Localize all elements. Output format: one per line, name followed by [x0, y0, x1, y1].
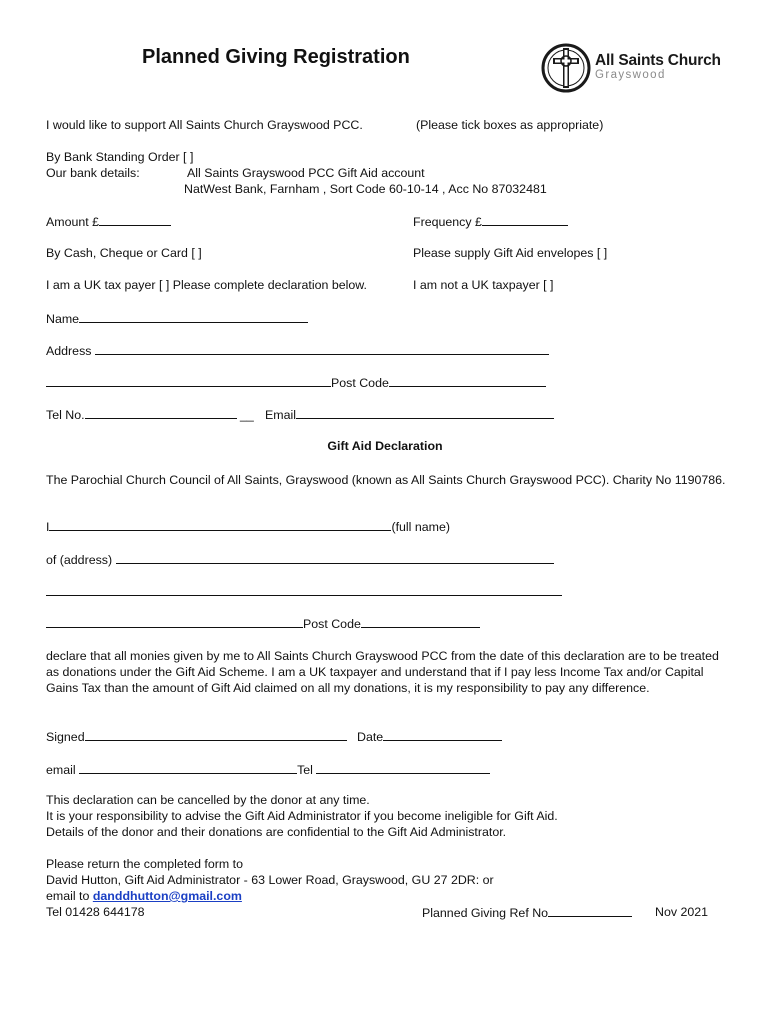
signed-field[interactable] — [46, 729, 347, 745]
tel-suffix: __ — [240, 408, 254, 422]
form-date: Nov 2021 — [655, 905, 709, 919]
tel-field[interactable] — [46, 407, 254, 423]
full-name-label: (full name) — [391, 520, 450, 534]
full-name-field[interactable] — [46, 519, 450, 535]
logo-place-name: Grayswood — [595, 69, 666, 81]
return-tel: Tel 01428 644178 — [46, 905, 145, 919]
intro-note: (Please tick boxes as appropriate) — [416, 118, 604, 132]
planned-giving-ref-field[interactable] — [422, 905, 632, 921]
date-line[interactable] — [383, 729, 502, 741]
not-uk-tax-payer-option[interactable]: I am not a UK taxpayer [ ] — [413, 278, 554, 292]
full-name-line[interactable] — [49, 519, 391, 531]
address-field[interactable] — [46, 343, 549, 359]
bank-details: NatWest Bank, Farnham , Sort Code 60-10-14 , Acc No 87032481 — [184, 182, 547, 196]
return-instruction: Please return the completed form to — [46, 857, 243, 871]
address-line-2[interactable] — [46, 375, 331, 387]
tel-line[interactable] — [85, 407, 237, 419]
pcc-statement: The Parochial Church Council of All Saints, Grayswood (known as All Saints Church Grayswood PCC). Charity No 1190786. — [46, 473, 726, 487]
cancel-note-1: This declaration can be cancelled by the donor at any time. — [46, 793, 370, 807]
amount-line[interactable] — [99, 214, 171, 226]
address-label: Address — [46, 344, 92, 358]
frequency-line[interactable] — [482, 214, 568, 226]
name-line[interactable] — [79, 311, 308, 323]
name-label: Name — [46, 312, 80, 326]
standing-order-option[interactable]: By Bank Standing Order [ ] — [46, 150, 194, 164]
declaration-postcode-field[interactable] — [46, 616, 480, 632]
ref-line[interactable] — [548, 905, 632, 917]
ref-label: Planned Giving Ref No — [422, 906, 549, 920]
uk-tax-payer-option[interactable]: I am a UK tax payer [ ] Please complete declaration below. — [46, 278, 367, 292]
cancel-note-2: It is your responsibility to advise the Gift Aid Administrator if you become ineligible for Gift Aid. — [46, 809, 558, 823]
declaration-address-field[interactable] — [46, 552, 554, 568]
amount-field[interactable] — [46, 214, 171, 230]
bank-details-label: Our bank details: — [46, 166, 140, 180]
declaration-tel-label: Tel — [297, 763, 313, 777]
signature-line[interactable] — [85, 729, 347, 741]
declaration-postcode-line[interactable] — [361, 616, 480, 628]
postcode-label: Post Code — [331, 376, 389, 390]
gift-aid-envelopes-option[interactable]: Please supply Gift Aid envelopes [ ] — [413, 246, 608, 260]
declaration-email-label: email — [46, 763, 76, 777]
church-logo — [540, 40, 740, 96]
amount-label: Amount £ — [46, 215, 100, 229]
bank-account-name: All Saints Grayswood PCC Gift Aid account — [187, 166, 425, 180]
declaration-email-line[interactable] — [79, 762, 297, 774]
declaration-address-line-3[interactable] — [46, 616, 303, 628]
declaration-address-line-2[interactable] — [46, 584, 562, 596]
return-email-row — [46, 889, 242, 904]
postcode-line[interactable] — [389, 375, 546, 387]
frequency-label: Frequency £ — [413, 215, 482, 229]
cash-cheque-card-option[interactable]: By Cash, Cheque or Card [ ] — [46, 246, 202, 260]
cross-emblem-icon — [540, 40, 592, 96]
declaration-heading: Gift Aid Declaration — [327, 439, 443, 453]
declaration-email-field[interactable] — [46, 762, 490, 778]
declaration-address-line-2-row[interactable] — [46, 584, 562, 600]
of-address-label: of (address) — [46, 553, 113, 567]
address-line-1[interactable] — [95, 343, 549, 355]
declaration-address-line-1[interactable] — [116, 552, 554, 564]
logo-church-name: All Saints Church — [595, 52, 721, 69]
declaration-postcode-label: Post Code — [303, 617, 361, 631]
frequency-field[interactable] — [413, 214, 568, 230]
page-title: Planned Giving Registration — [142, 46, 410, 68]
address-postcode-row[interactable] — [46, 375, 546, 391]
email-field[interactable] — [265, 407, 554, 423]
cancel-note-3: Details of the donor and their donations are confidential to the Gift Aid Administrator. — [46, 825, 507, 839]
date-label: Date — [357, 730, 384, 744]
email-label: Email — [265, 408, 296, 422]
email-line[interactable] — [296, 407, 554, 419]
return-email-link[interactable]: danddhutton@gmail.com — [92, 889, 242, 903]
return-address: David Hutton, Gift Aid Administrator - 63 Lower Road, Grayswood, GU 27 2DR: or — [46, 873, 494, 887]
declaration-text: declare that all monies given by me to All Saints Church Grayswood PCC from the date of this declaration are to be treated as donations under the Gift Aid Scheme. I am a UK taxpayer and understand that if I pay less Income Tax and/or Capital Gains Tax than the amount of Gift Aid claimed on all my donations, it is my responsibility to pay any difference. — [46, 649, 719, 695]
signed-label: Signed — [46, 730, 85, 744]
intro-text: I would like to support All Saints Church Grayswood PCC. — [46, 118, 363, 132]
date-field[interactable] — [357, 729, 502, 745]
i-label: I — [46, 520, 50, 534]
declaration-tel-line[interactable] — [316, 762, 490, 774]
name-field[interactable] — [46, 311, 308, 327]
tel-label: Tel No. — [46, 408, 85, 422]
return-email-prefix: email to — [46, 889, 90, 903]
